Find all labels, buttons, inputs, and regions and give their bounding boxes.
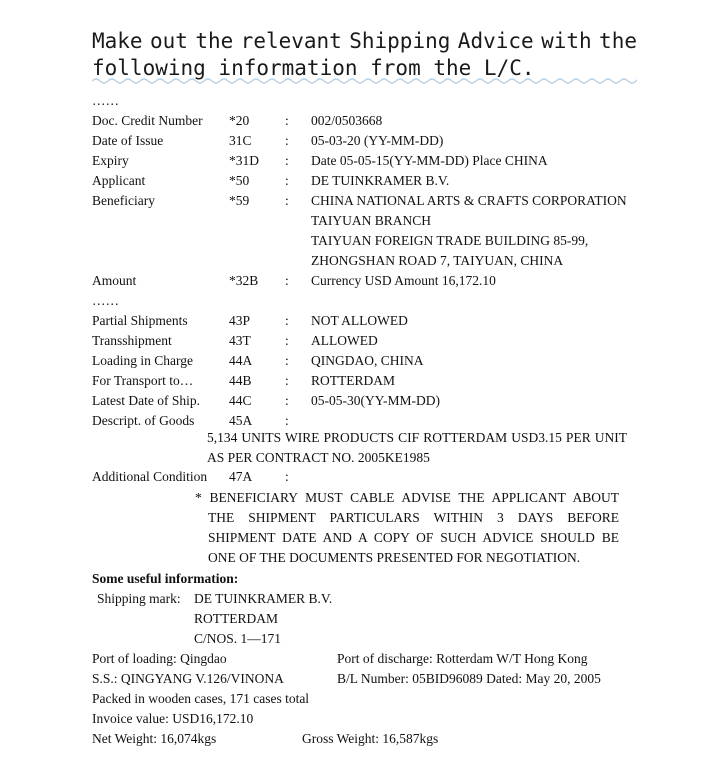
lc-field-row [92, 251, 652, 271]
lc-field-row [92, 351, 652, 371]
info-heading: Some useful information: [92, 571, 239, 586]
packing-row [92, 689, 652, 709]
shipping-mark-row [92, 609, 652, 629]
info-heading-row [92, 569, 652, 589]
field-colon: : [285, 373, 289, 388]
useful-information [92, 569, 652, 749]
field-tag: *50 [229, 173, 250, 188]
title-line-2: following information from the L/C. [92, 56, 535, 80]
lc-field-row [92, 391, 652, 411]
field-value: ALLOWED [311, 333, 378, 348]
shipping-mark-row [92, 589, 652, 609]
title-word: Shipping [349, 29, 451, 53]
field-tag: *31D [229, 153, 259, 168]
port-of-discharge: Port of discharge: Rotterdam W/T Hong Kong [337, 651, 588, 666]
weights-row [92, 729, 652, 749]
field-value: ZHONGSHAN ROAD 7, TAIYUAN, CHINA [311, 253, 564, 268]
ellipsis: …… [92, 293, 119, 308]
field-label: Descript. of Goods [92, 413, 195, 428]
lc-field-row [92, 111, 652, 131]
condition-line: * BENEFICIARY MUST CABLE ADVISE THE APPLICANT ABOUT [195, 490, 619, 505]
field-colon: : [285, 113, 289, 128]
invoice-row [92, 709, 652, 729]
title-word: Make [92, 29, 143, 53]
lc-field-row [92, 151, 652, 171]
field-value: 05-05-30(YY-MM-DD) [311, 393, 440, 408]
field-tag: 45A [229, 413, 253, 428]
field-colon: : [285, 333, 289, 348]
condition-line: SHIPMENT DATE AND A COPY OF SUCH ADVICE SHOULD BE [208, 530, 619, 545]
field-colon: : [285, 413, 289, 428]
field-tag: 44A [229, 353, 253, 368]
gross-weight: Gross Weight: 16,587kgs [302, 731, 439, 746]
field-label: Additional Condition [92, 469, 208, 484]
field-label: Doc. Credit Number [92, 113, 203, 128]
lc-field-additional-condition [92, 467, 652, 487]
shipping-mark-line: ROTTERDAM [194, 611, 278, 626]
field-value: Date 05-05-15(YY-MM-DD) Place CHINA [311, 153, 548, 168]
additional-condition-row-wrap [92, 467, 652, 487]
shipping-mark-line: DE TUINKRAMER B.V. [194, 591, 333, 606]
field-value: 002/0503668 [311, 113, 383, 128]
field-colon: : [285, 353, 289, 368]
vessel-row [92, 669, 652, 689]
field-value: DE TUINKRAMER B.V. [311, 173, 450, 188]
field-label: Beneficiary [92, 193, 155, 208]
invoice-value: Invoice value: USD16,172.10 [92, 711, 254, 726]
lc-fields-group-b [92, 311, 652, 431]
lc-field-row [92, 371, 652, 391]
field-label: Date of Issue [92, 133, 164, 148]
field-value: Currency USD Amount 16,172.10 [311, 273, 496, 288]
field-label: Partial Shipments [92, 313, 188, 328]
lc-field-row [92, 271, 652, 291]
field-tag: 31C [229, 133, 252, 148]
ports-row [92, 649, 652, 669]
field-colon: : [285, 153, 289, 168]
field-tag: *32B [229, 273, 259, 288]
goods-description [207, 428, 627, 468]
field-colon: : [285, 313, 289, 328]
field-label: For Transport to… [92, 373, 194, 388]
shipping-mark-row [92, 629, 652, 649]
lc-field-row [92, 231, 652, 251]
ellipsis-row [92, 91, 652, 111]
field-tag: 43T [229, 333, 251, 348]
field-value: NOT ALLOWED [311, 313, 408, 328]
field-colon: : [285, 173, 289, 188]
goods-line: 5,134 UNITS WIRE PRODUCTS CIF ROTTERDAM USD3.15 PER UNIT [207, 430, 627, 445]
field-value: 05-03-20 (YY-MM-DD) [311, 133, 444, 148]
field-tag: 43P [229, 313, 251, 328]
field-tag: 44B [229, 373, 252, 388]
lc-field-row [92, 131, 652, 151]
ellipsis-row [92, 291, 652, 311]
field-label: Applicant [92, 173, 146, 188]
field-label: Amount [92, 273, 137, 288]
field-label: Expiry [92, 153, 129, 168]
title-word: Advice [457, 29, 534, 53]
vessel: S.S.: QINGYANG V.126/VINONA [92, 671, 284, 686]
field-label: Loading in Charge [92, 353, 193, 368]
ellipsis: …… [92, 93, 119, 108]
field-label: Transshipment [92, 333, 172, 348]
packing: Packed in wooden cases, 171 cases total [92, 691, 310, 706]
field-value: CHINA NATIONAL ARTS & CRAFTS CORPORATION [311, 193, 627, 208]
field-tag: *59 [229, 193, 250, 208]
lc-field-row [92, 311, 652, 331]
instruction-title [92, 28, 637, 82]
title-word: with [541, 29, 592, 53]
field-tag: 44C [229, 393, 252, 408]
lc-fields-group-a [92, 111, 652, 291]
goods-line: AS PER CONTRACT NO. 2005KE1985 [207, 450, 430, 465]
bill-of-lading: B/L Number: 05BID96089 Dated: May 20, 2005 [337, 671, 601, 686]
field-tag: 47A [229, 469, 253, 484]
field-colon: : [285, 133, 289, 148]
lc-field-row [92, 211, 652, 231]
field-value: ROTTERDAM [311, 373, 395, 388]
title-word: the [195, 29, 234, 53]
title-word: out [149, 29, 188, 53]
shipping-mark-label: Shipping mark: [97, 591, 181, 606]
field-value: TAIYUAN FOREIGN TRADE BUILDING 85-99, [311, 233, 589, 248]
wavy-divider [92, 76, 637, 86]
title-word: the [599, 29, 637, 53]
title-line-1 [92, 28, 637, 55]
condition-line: THE SHIPMENT PARTICULARS WITHIN 3 DAYS BEFORE [208, 510, 619, 525]
field-colon: : [285, 273, 289, 288]
lc-extract [92, 91, 652, 431]
net-weight: Net Weight: 16,074kgs [92, 731, 217, 746]
title-word: relevant [240, 29, 342, 53]
field-value: TAIYUAN BRANCH [311, 213, 432, 228]
shipping-mark-line: C/NOS. 1—171 [194, 631, 282, 646]
lc-field-row [92, 171, 652, 191]
additional-condition-text [195, 488, 619, 568]
lc-field-row [92, 331, 652, 351]
field-colon: : [285, 193, 289, 208]
lc-field-row [92, 191, 652, 211]
field-colon: : [285, 469, 289, 484]
field-tag: *20 [229, 113, 250, 128]
field-colon: : [285, 393, 289, 408]
condition-line: ONE OF THE DOCUMENTS PRESENTED FOR NEGOTIATION. [208, 550, 581, 565]
port-of-loading: Port of loading: Qingdao [92, 651, 227, 666]
field-value: QINGDAO, CHINA [311, 353, 424, 368]
field-label: Latest Date of Ship. [92, 393, 200, 408]
